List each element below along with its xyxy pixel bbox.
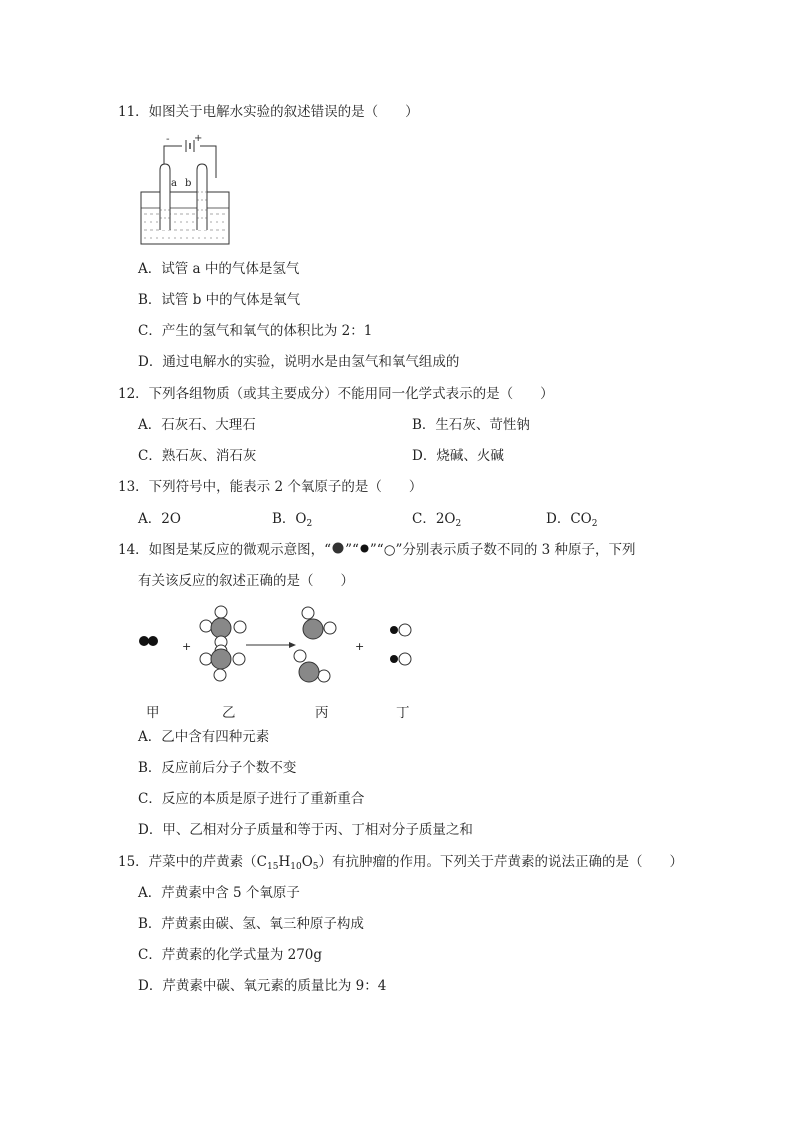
reaction-diagram (136, 600, 426, 692)
q11-stem: 11．如图关于电解水实验的叙述错误的是（ ） (118, 104, 419, 120)
label-jia: 甲 (146, 705, 160, 721)
q11-option-b[interactable]: B．试管 b 中的气体是氧气 (138, 292, 301, 308)
plus-sign: + (194, 133, 203, 144)
q12-option-b[interactable]: B．生石灰、苛性钠 (412, 417, 530, 433)
tube-b-label: b (185, 178, 192, 189)
q12-option-a[interactable]: A．石灰石、大理石 (138, 417, 256, 433)
q15-option-d[interactable]: D．芹黄素中碳、氧元素的质量比为 9：4 (138, 978, 387, 994)
q14-stem-line1 (118, 541, 636, 559)
q14-stem-mid2: ”“○”分别表示质子数不同的 3 种原子，下列 (369, 542, 636, 558)
label-yi: 乙 (222, 705, 236, 721)
label-ding: 丁 (396, 705, 410, 721)
q13-option-c-text: C．2O (412, 511, 456, 527)
q13-option-b-text: B．O (272, 511, 307, 527)
q15-option-b[interactable]: B．芹黄素由碳、氢、氧三种原子构成 (138, 916, 364, 932)
large-dark-atom-icon (331, 541, 345, 555)
q15-option-c[interactable]: C．芹黄素的化学式量为 270g (138, 947, 323, 963)
reaction-plus-right: + (355, 640, 365, 653)
q15-option-a[interactable]: A．芹黄素中含 5 个氧原子 (138, 885, 300, 901)
electrolysis-apparatus-figure (136, 130, 236, 248)
q11-option-a[interactable]: A．试管 a 中的气体是氢气 (138, 261, 300, 277)
q13-option-b[interactable] (272, 510, 312, 528)
q13-option-d[interactable] (546, 510, 597, 528)
q11-option-d[interactable]: D．通过电解水的实验，说明水是由氢气和氧气组成的 (138, 354, 460, 370)
tube-a-label: a (171, 178, 177, 189)
q12-option-c[interactable]: C．熟石灰、消石灰 (138, 448, 257, 464)
q13-option-a[interactable]: A．2O (138, 511, 181, 527)
q11-option-c[interactable]: C．产生的氢气和氧气的体积比为 2：1 (138, 323, 373, 339)
q13-option-c-sub: 2 (455, 519, 462, 529)
q12-option-d[interactable]: D．烧碱、火碱 (412, 448, 504, 464)
q15-h-sub: 10 (290, 862, 302, 872)
q15-stem-post: ）有抗肿瘤的作用。下列关于芹黄素的说法正确的是（ ） (318, 854, 684, 870)
q15-o: O (301, 854, 313, 870)
q13-option-d-sub: 2 (591, 519, 598, 529)
q13-option-c[interactable] (412, 510, 461, 528)
q14-option-a[interactable]: A．乙中含有四种元素 (138, 729, 270, 745)
label-bing: 丙 (315, 705, 329, 721)
q14-option-c[interactable]: C．反应的本质是原子进行了重新重合 (138, 791, 365, 807)
small-black-atom-icon (359, 543, 370, 554)
q13-option-b-sub: 2 (306, 519, 313, 529)
q14-option-d[interactable]: D．甲、乙相对分子质量和等于丙、丁相对分子质量之和 (138, 822, 473, 838)
q14-stem-line2: 有关该反应的叙述正确的是（ ） (138, 573, 354, 589)
q12-stem: 12．下列各组物质（或其主要成分）不能用同一化学式表示的是（ ） (118, 386, 554, 402)
q15-stem (118, 853, 683, 871)
q15-o-sub: 5 (312, 862, 319, 872)
q14-option-b[interactable]: B．反应前后分子个数不变 (138, 760, 297, 776)
q15-c-sub: 15 (267, 862, 279, 872)
q15-h: H (278, 854, 291, 870)
q13-option-d-text: D．CO (546, 511, 592, 527)
reaction-plus-left: + (182, 640, 192, 653)
q15-stem-pre: 15．芹菜中的芹黄素（C (118, 854, 268, 870)
q14-stem-pre: 14．如图是某反应的微观示意图，“ (118, 542, 332, 558)
q13-stem: 13．下列符号中，能表示 2 个氧原子的是（ ） (118, 479, 423, 495)
q14-stem-mid1: ”“ (345, 542, 359, 558)
minus-sign: - (166, 134, 170, 145)
